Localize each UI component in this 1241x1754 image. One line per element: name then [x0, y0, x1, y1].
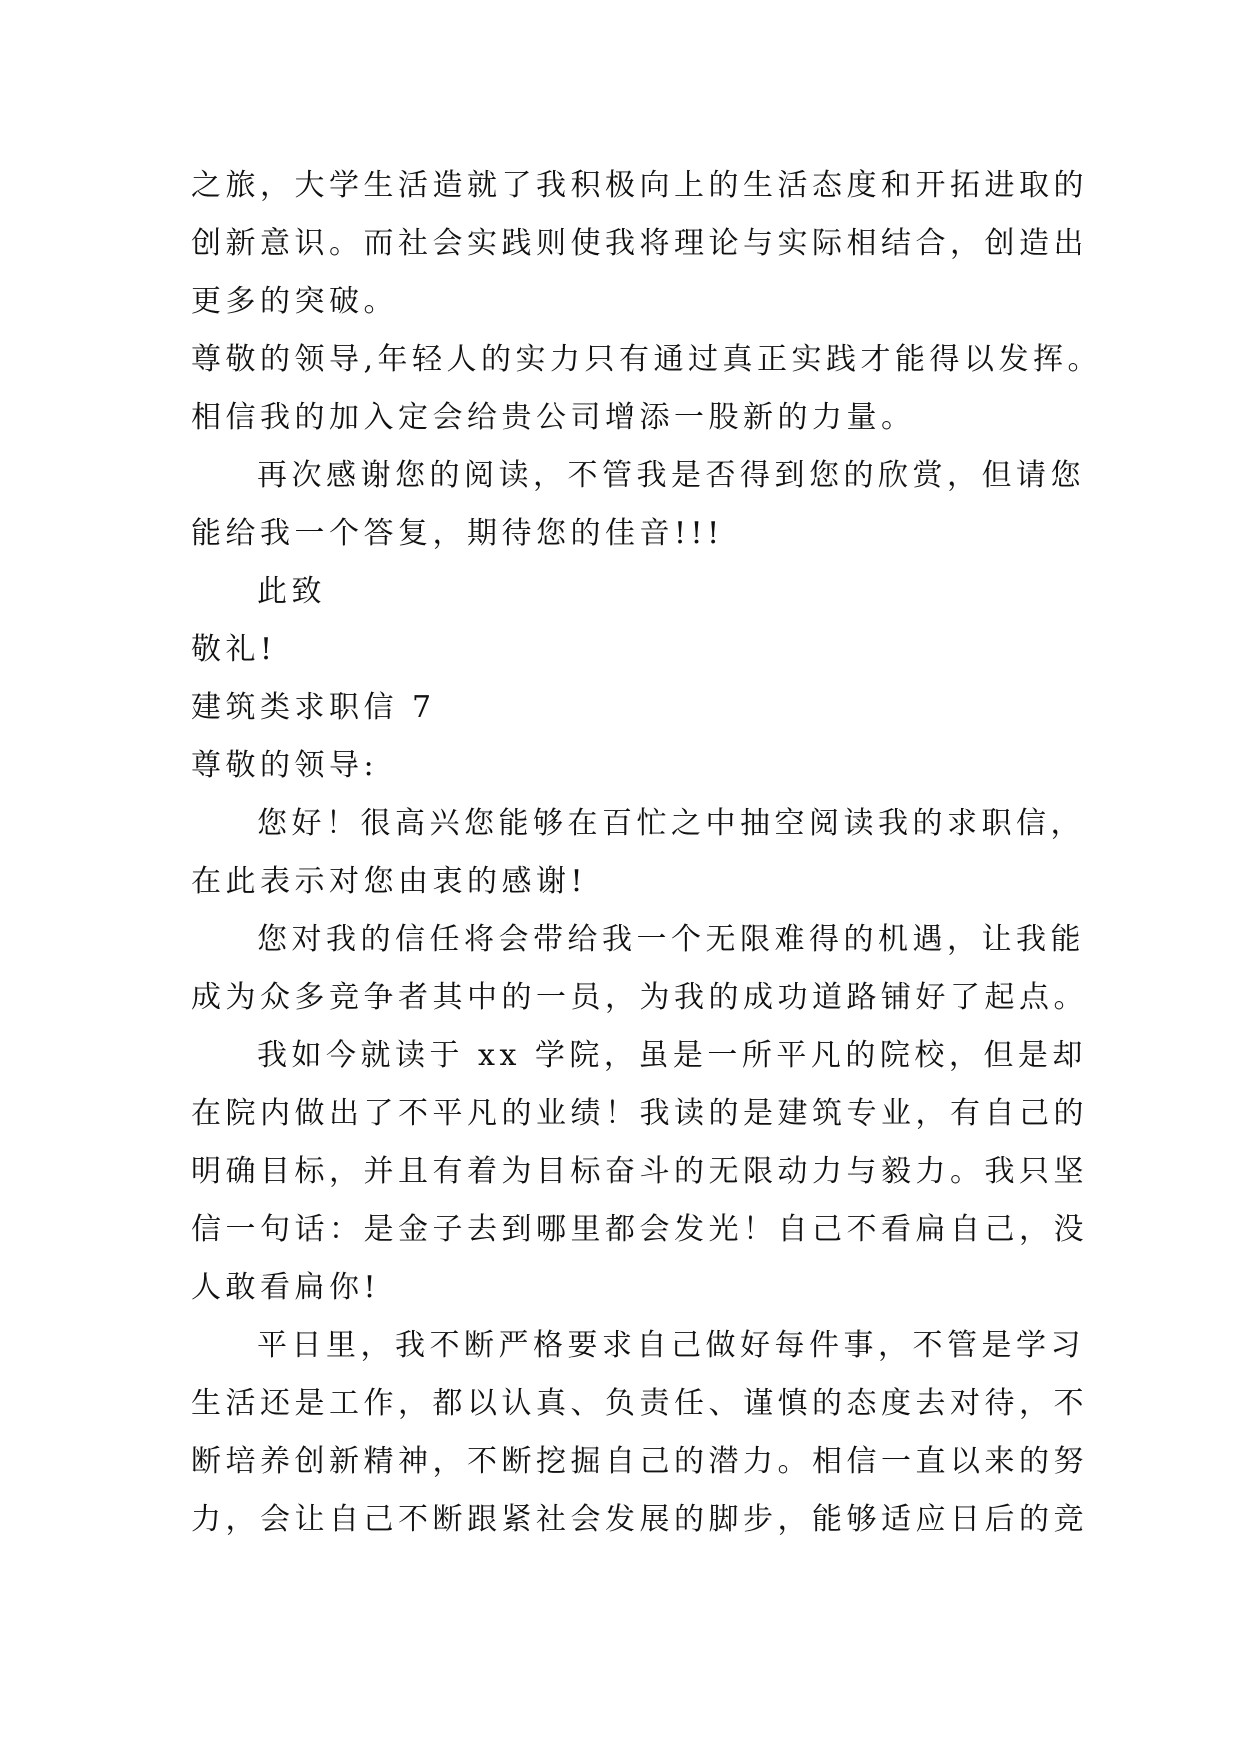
text-line: 平日里，我不断严格要求自己做好每件事，不管是学习	[257, 1328, 1085, 1363]
text-line: 之旅，大学生活造就了我积极向上的生活态度和开拓进取的	[191, 168, 1088, 203]
body-text	[191, 157, 1103, 1549]
section-title: 建筑类求职信 7	[191, 690, 436, 725]
text-line: 人敢看扁你!	[191, 1270, 381, 1305]
text-line: 成为众多竞争者其中的一员，为我的成功道路铺好了起点。	[191, 980, 1088, 1015]
text-line: 再次感谢您的阅读，不管我是否得到您的欣赏，但请您	[257, 458, 1085, 493]
text-line: 信一句话：是金子去到哪里都会发光！自己不看扁自己，没	[191, 1212, 1088, 1247]
text-line: 生活还是工作，都以认真、负责任、谨慎的态度去对待，不	[191, 1386, 1088, 1421]
greeting: 尊敬的领导:	[191, 748, 379, 783]
text-line: 您对我的信任将会带给我一个无限难得的机遇，让我能	[257, 922, 1085, 957]
text-line: 尊敬的领导,年轻人的实力只有通过真正实践才能得以发挥。	[191, 342, 1103, 377]
text-line: 创新意识。而社会实践则使我将理论与实际相结合，创造出	[191, 226, 1088, 261]
text-line: 在此表示对您由衷的感谢!	[191, 864, 588, 899]
closing-salutation: 此致	[257, 574, 326, 609]
text-line: 在院内做出了不平凡的业绩！我读的是建筑专业，有自己的	[191, 1096, 1088, 1131]
text-line: 您好！很高兴您能够在百忙之中抽空阅读我的求职信，	[257, 806, 1085, 841]
text-line: 力，会让自己不断跟紧社会发展的脚步，能够适应日后的竞	[191, 1502, 1088, 1537]
text-line: 断培养创新精神，不断挖掘自己的潜力。相信一直以来的努	[191, 1444, 1088, 1479]
text-line: 我如今就读于 xx 学院，虽是一所平凡的院校，但是却	[257, 1038, 1087, 1073]
text-line: 相信我的加入定会给贵公司增添一股新的力量。	[191, 400, 916, 435]
text-line: 能给我一个答复，期待您的佳音!!!	[191, 516, 724, 551]
text-line: 明确目标，并且有着为目标奋斗的无限动力与毅力。我只坚	[191, 1154, 1088, 1189]
text-line: 更多的突破。	[191, 284, 398, 319]
closing-regards: 敬礼!	[191, 632, 277, 667]
